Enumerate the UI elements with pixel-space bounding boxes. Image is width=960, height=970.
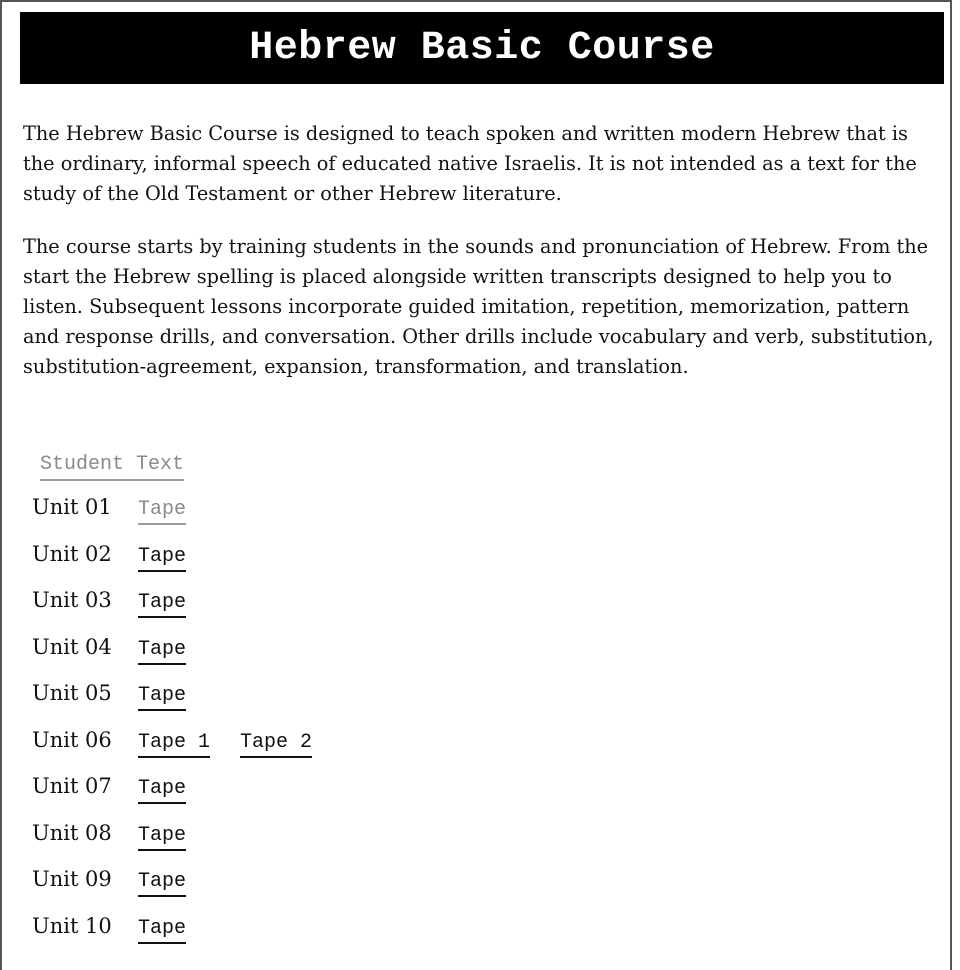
unit-row [32,635,342,682]
tape-link[interactable]: Tape [138,591,186,618]
unit-label: Unit 02 [32,541,112,566]
tape-link[interactable]: Tape [138,917,186,944]
unit-label: Unit 03 [32,588,112,612]
unit-row [32,728,342,775]
tape-link[interactable]: Tape [138,777,186,804]
unit-label: Unit 10 [32,913,112,938]
unit-row [32,867,342,914]
tape-1-link[interactable]: Tape 1 [138,731,210,758]
tape-link[interactable]: Tape [138,684,186,711]
unit-label: Unit 09 [32,867,112,891]
unit-row [32,588,342,635]
title-bar [20,12,944,84]
unit-label: Unit 07 [32,774,112,798]
unit-row [32,774,342,821]
unit-label: Unit 04 [32,634,112,659]
intro-paragraph-2: The course starts by training students in the sounds and pronunciation of Hebrew. From the start the Hebrew spelling is placed alongside written transcripts designed to help you to listen. Subsequent lessons incorporate guided imitation, repetition, memorization, pattern and response drills, and conversation. Other drills include vocabulary and verb, substitution, substitution-agreement, expansion, transformation, and translation. [23,235,934,378]
tape-link[interactable]: Tape [138,545,186,572]
unit-row [32,914,342,961]
unit-label: Unit 05 [32,681,112,705]
unit-row [32,821,342,868]
tape-link[interactable]: Tape [138,824,186,851]
unit-label: Unit 08 [32,820,112,845]
tape-2-link[interactable]: Tape 2 [240,731,312,758]
tape-link[interactable]: Tape [138,870,186,897]
unit-label: Unit 01 [32,495,112,519]
intro-paragraph-1: The Hebrew Basic Course is designed to teach spoken and written modern Hebrew that is the ordinary, informal speech of educated native Israelis. It is not intended as a text for the study of the Old Testament or other Hebrew literature. [23,122,917,205]
unit-row [32,681,342,728]
unit-label: Unit 06 [32,727,112,752]
page-title: Hebrew Basic Course [249,25,715,71]
unit-row [32,495,342,542]
tape-link[interactable]: Tape [138,498,186,525]
unit-row [32,542,342,589]
unit-list [32,495,342,960]
student-text-link[interactable]: Student Text [40,452,184,481]
tape-link[interactable]: Tape [138,638,186,665]
